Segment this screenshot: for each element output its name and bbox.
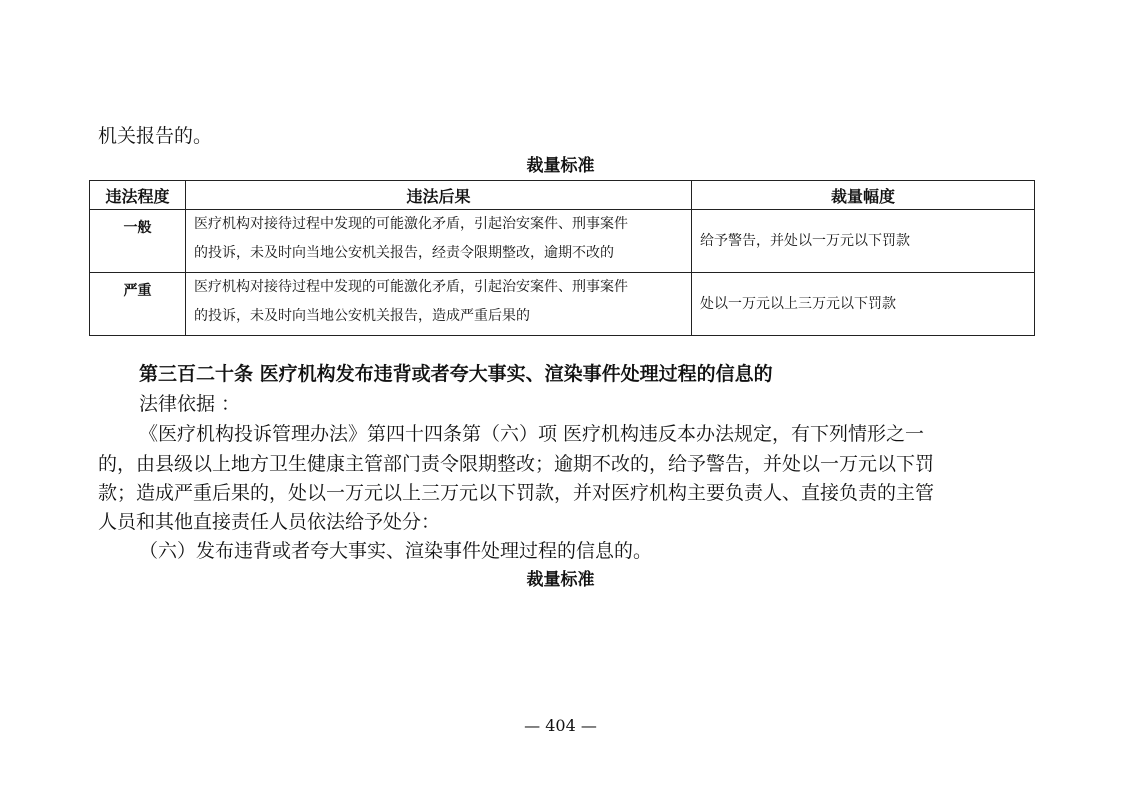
result-line: 医疗机构对接待过程中发现的可能激化矛盾，引起治安案件、刑事案件 [194, 279, 628, 295]
article-item: （六）发布违背或者夸大事实、渲染事件处理过程的信息的。 [139, 540, 653, 562]
standard-table [89, 180, 1035, 336]
result-cell [186, 210, 692, 273]
table-caption-2: 裁量标准 [526, 570, 595, 590]
penalty-cell: 处以一万元以上三万元以下罚款 [692, 273, 1035, 336]
header-penalty: 裁量幅度 [692, 181, 1035, 210]
top-text: 机关报告的。 [98, 125, 213, 147]
article-body-line: 的，由县级以上地方卫生健康主管部门责令限期整改；逾期不改的，给予警告，并处以一万元以下罚 [98, 453, 935, 475]
table-row [90, 273, 1035, 336]
degree-cell: 一般 [90, 210, 186, 273]
header-degree: 违法程度 [90, 181, 186, 210]
result-line: 医疗机构对接待过程中发现的可能激化矛盾，引起治安案件、刑事案件 [194, 216, 628, 232]
result-cell [186, 273, 692, 336]
article-body-line: 《医疗机构投诉管理办法》第四十四条第（六）项 医疗机构违反本办法规定，有下列情形之一 [139, 423, 925, 445]
article-body-line: 人员和其他直接责任人员依法给予处分： [98, 511, 441, 533]
table-caption: 裁量标准 [526, 156, 595, 176]
table-header-row [90, 181, 1035, 210]
basis-label: 法律依据 ： [139, 393, 241, 415]
result-line: 的投诉，未及时向当地公安机关报告，造成严重后果的 [194, 308, 530, 324]
result-line: 的投诉，未及时向当地公安机关报告，经责令限期整改，逾期不改的 [194, 245, 614, 261]
degree-cell: 严重 [90, 273, 186, 336]
penalty-cell: 给予警告，并处以一万元以下罚款 [692, 210, 1035, 273]
table-row [90, 210, 1035, 273]
header-result: 违法后果 [186, 181, 692, 210]
article-heading: 第三百二十条 医疗机构发布违背或者夸大事实、渲染事件处理过程的信息的 [139, 363, 773, 385]
page-number: — 404 — [524, 716, 597, 735]
article-body-line: 款；造成严重后果的，处以一万元以上三万元以下罚款，并对医疗机构主要负责人、直接负责的主管 [98, 482, 935, 504]
